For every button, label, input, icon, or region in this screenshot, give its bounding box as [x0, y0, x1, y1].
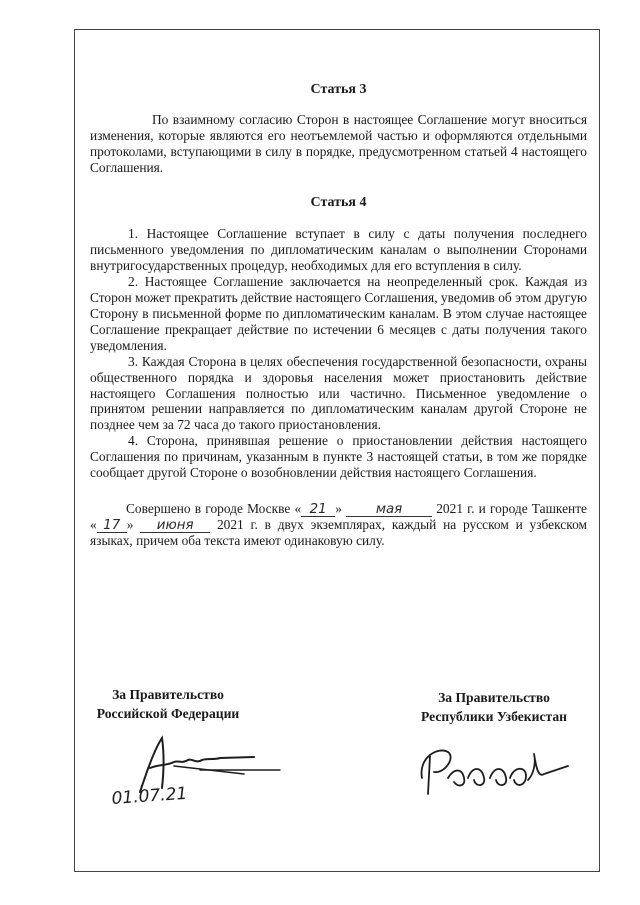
- document-body: [90, 82, 587, 549]
- article-4-title: Статья 4: [310, 194, 367, 210]
- closing-statement: [90, 501, 587, 549]
- closing-text-3: 2021 г. и городе Ташкенте «: [90, 500, 587, 532]
- article-4-paragraph-2: 2. Настоящее Соглашение заключается на неопределенный срок. Каждая из Сторон может прекратить действие настоящего Соглашения, уведомив об этом другую Сторону в письменной форме по дипломатическим каналам. В этом случае настоящее Соглашение прекращает действие по истечении 6 месяцев с даты получения такого уведомления.: [90, 274, 587, 353]
- article-4-paragraph-3: 3. Каждая Сторона в целях обеспечения государственной безопасности, охраны общественного порядка и здоровья населения может приостановить действие настоящего Соглашения полностью или частично. Письменное уведомление о принятом решении направляется по дипломатическим каналам другой Стороне не позднее чем за 72 часа до такого приостановления.: [90, 353, 587, 433]
- article-3-text: По взаимному согласию Сторон в настоящее Соглашение могут вноситься изменения, которые являются его неотъемлемой частью и оформляются отдельными протоколами, вступающими в силу в порядке, предусмотренном статьей 4 настоящего Соглашения.: [90, 111, 587, 175]
- handwritten-day-moscow: 21: [301, 503, 335, 517]
- signatory-russia: [76, 685, 260, 723]
- handwritten-day-tashkent: 17: [97, 519, 127, 533]
- signature-russia-image: [104, 730, 294, 810]
- closing-text-4: »: [126, 516, 134, 532]
- article-4-paragraph-1: 1. Настоящее Соглашение вступает в силу с даты получения последнего письменного уведомления по дипломатическим каналам о выполнении Сторонами внутригосударственных процедур, необходимых для его вступления в силу.: [90, 226, 587, 274]
- signatory-uzbekistan: [402, 688, 586, 726]
- article-3-title: Статья 3: [310, 82, 367, 97]
- handwritten-month-moscow: мая: [346, 503, 432, 517]
- signatory-russia-line2: Российской Федерации: [96, 706, 240, 721]
- signatory-russia-line1: За Правительство: [112, 687, 224, 702]
- signatory-uzbekistan-line2: Республики Узбекистан: [421, 709, 567, 724]
- handwritten-month-tashkent: июня: [140, 519, 210, 533]
- closing-text-5: 2021 г. в двух экземплярах, каждый на русском и узбекском языках, причем оба текста имеют одинаковую силу.: [90, 516, 587, 548]
- closing-text-1: Совершено в городе Москве «: [126, 500, 302, 516]
- signatory-uzbekistan-line1: За Правительство: [438, 690, 550, 705]
- closing-text-2: »: [335, 500, 342, 516]
- signature-uzbekistan-image: [404, 738, 584, 808]
- article-4-paragraph-4: 4. Сторона, принявшая решение о приостановлении действия настоящего Соглашения по причинам, указанным в пункте 3 настоящей статьи, в том же порядке сообщает другой Стороне о возобновлении действия настоящего Соглашения.: [90, 433, 587, 481]
- signature-russia-date: 01.07.21: [110, 783, 188, 809]
